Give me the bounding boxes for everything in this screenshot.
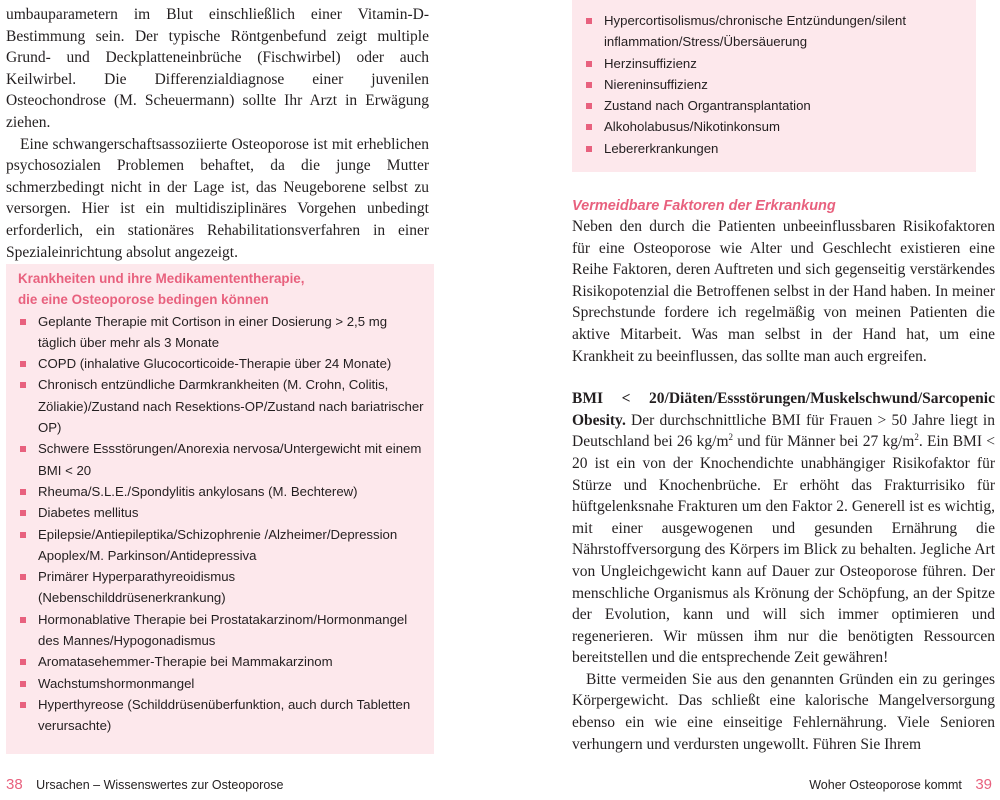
diseases-box-title	[18, 268, 426, 311]
section-paragraph-text: Neben den durch die Patienten unbeeinflussbaren Risikofaktoren für eine Osteoporose wie Alter und Geschlecht existieren eine Reihe Faktoren, deren Auftreten und sich gegenseitig verstärkendes Risikopotenzial die Betroffenen selbst in der Hand haben. In meiner Sprechstunde fordere ich regelmäßig von meinen Patienten die aktive Mitarbeit. Was man selbst in der Hand hat, um eine Krankheit zu beeinflussen, das sollte man auch ergreifen.	[572, 218, 995, 365]
list-item: Wachstumshormonmangel	[18, 673, 426, 694]
diseases-box-title-line-1: Krankheiten und ihre Medikamententherapie,	[18, 271, 305, 286]
section-heading: Vermeidbare Faktoren der Erkrankung	[572, 198, 836, 214]
bmi-text-b: und für Männer bei 27 kg/m	[733, 433, 915, 451]
right-body	[572, 196, 995, 755]
diseases-box-title-line-2: die eine Osteoporose bedingen können	[18, 292, 269, 308]
bmi-paragraph-2: Bitte vermeiden Sie aus den genannten Gründen ein zu geringes Körpergewicht. Das schließt eine kalorische Mangelversorgung ebenso ein wie eine einseitige Fehlernährung. Viele Senioren verhungern und verdursten ungewollt. Führen Sie Ihrem	[572, 670, 995, 753]
left-paragraph-2: Eine schwangerschaftsassoziierte Osteoporose ist mit erheblichen psychosozialen Problemen behaftet, da die junge Mutter schmerzbedingt nicht in der Lage ist, das Neugeborene selbst zu versorgen. Hier ist ein multidisziplinäres Vorgehen unbedingt erforderlich, ein stationäres Rehabilitationsverfahren in einer Spezialeinrichtung absolut angezeigt.	[6, 135, 429, 261]
right-page	[500, 0, 1000, 800]
left-footer	[6, 775, 284, 795]
bmi-heading: BMI < 20/Diäten/Essstörungen/Muskelschwund/Sarcopenic Obesity.	[572, 390, 995, 429]
list-item: Geplante Therapie mit Cortison in einer Dosierung > 2,5 mg täglich über mehr als 3 Monate	[18, 311, 426, 354]
diseases-box	[6, 264, 434, 754]
list-item: Zustand nach Organtransplantation	[584, 95, 968, 116]
diseases-list-continued	[584, 10, 968, 159]
page-number-left: 38	[6, 776, 23, 793]
list-item: Diabetes mellitus	[18, 502, 426, 523]
list-item: Rheuma/S.L.E./Spondylitis ankylosans (M. Bechterew)	[18, 481, 426, 502]
left-body-text	[6, 4, 429, 263]
right-footer	[809, 775, 992, 795]
bmi-paragraph-1	[572, 388, 995, 669]
diseases-box-continued	[572, 0, 976, 172]
list-item: COPD (inhalative Glucocorticoide-Therapie über 24 Monate)	[18, 353, 426, 374]
running-head-right: Woher Osteoporose kommt	[809, 778, 962, 792]
list-item: Lebererkrankungen	[584, 138, 968, 159]
list-item: Primärer Hyperparathyreoidismus (Nebenschilddrüsenerkrankung)	[18, 566, 426, 609]
list-item: Hypercortisolismus/chronische Entzündungen/silent inflammation/Stress/Übersäuerung	[584, 10, 968, 53]
bmi-sup-1: 2	[728, 432, 734, 443]
bmi-section	[572, 388, 995, 755]
diseases-list	[18, 311, 426, 737]
list-item: Aromatasehemmer-Therapie bei Mammakarzinom	[18, 651, 426, 672]
list-item: Hyperthyreose (Schilddrüsenüberfunktion, auch durch Tabletten verursachte)	[18, 694, 426, 737]
section-paragraph	[572, 216, 995, 367]
list-item: Herzinsuffizienz	[584, 53, 968, 74]
list-item: Schwere Essstörungen/Anorexia nervosa/Untergewicht mit einem BMI < 20	[18, 438, 426, 481]
bmi-text-a: Der durchschnittliche BMI für Frauen > 50 Jahre liegt in Deutschland bei 26 kg/m	[572, 411, 995, 451]
list-item: Chronisch entzündliche Darmkrankheiten (M. Crohn, Colitis, Zöliakie)/Zustand nach Resektions-OP/Zustand nach bariatrischer OP)	[18, 374, 426, 438]
bmi-text-c: . Ein BMI < 20 ist ein von der Knochendichte unabhängiger Risikofaktor für Stürze und Knochenbrüche. Er erhöht das Frakturrisiko für hüftgelenksnahe Frakturen um den Faktor 2. Generell ist es wichtig, mit einer ausgewogenen und gesunden Ernährung die Nährstoffversorgung des Körpers im Blick zu behalten. Jegliche Art von Ungleichgewicht kann auf Dauer zur Osteoporose führen. Der menschliche Organismus als Krönung der Schöpfung, an der Spitze der Evolution, kann und will sich immer optimieren und regenerieren. Wir müssen ihm nur die benötigten Ressourcen bereitstellen und die entsprechende Zeit gewähren!	[572, 433, 995, 667]
list-item: Epilepsie/Antiepileptika/Schizophrenie /Alzheimer/Depression Apoplex/M. Parkinson/Antidepressiva	[18, 524, 426, 567]
list-item: Niereninsuffizienz	[584, 74, 968, 95]
page-number-right: 39	[975, 776, 992, 793]
running-head-left: Ursachen – Wissenswertes zur Osteoporose	[36, 778, 284, 792]
list-item: Hormonablative Therapie bei Prostatakarzinom/Hormonmangel des Mannes/Hypogonadismus	[18, 609, 426, 652]
bmi-sup-2: 2	[914, 432, 919, 443]
list-item: Alkoholabusus/Nikotinkonsum	[584, 116, 968, 137]
left-paragraph-1: umbauparametern im Blut einschließlich einer Vitamin-D-Bestimmung sein. Der typische Röntgenbefund zeigt multiple Grund- und Deckplatteneinbrüche (Fischwirbel) oder auch Keilwirbel. Die Differenzialdiagnose einer juvenilen Osteochondrose (M. Scheuermann) sollte Ihr Arzt in Erwägung ziehen.	[6, 6, 429, 131]
